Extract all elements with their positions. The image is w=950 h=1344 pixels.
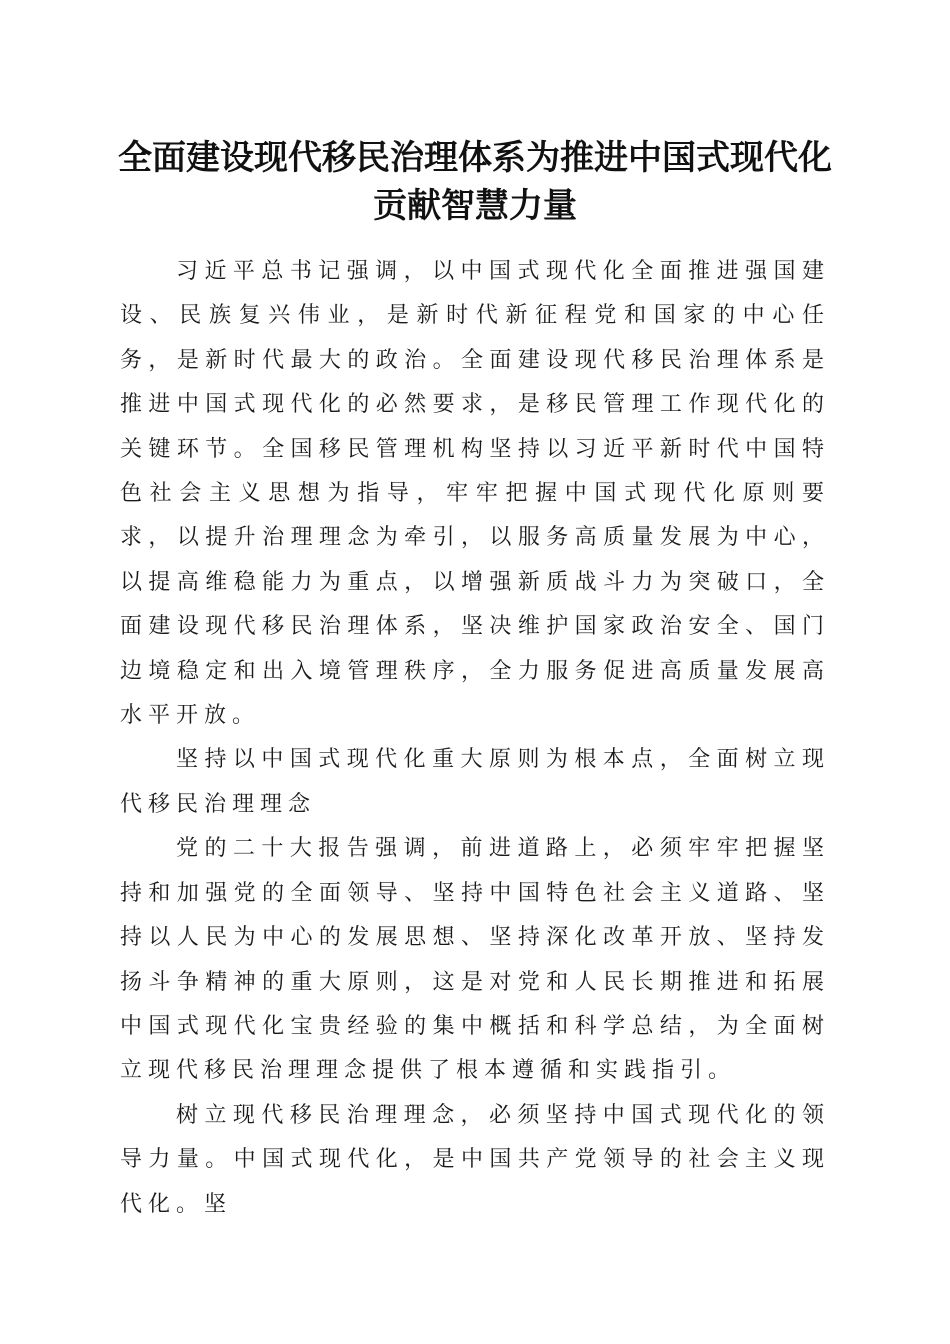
paragraph-concept: 树立现代移民治理理念，必须坚持中国式现代化的领导力量。中国式现代化，是中国共产党领导的社会主义现代化。坚 [120,1102,830,1217]
document-title: 全面建设现代移民治理体系为推进中国式现代化贡献智慧力量 [118,138,832,226]
document-body [120,250,830,1227]
paragraph-intro: 习近平总书记强调，以中国式现代化全面推进强国建设、民族复兴伟业，是新时代新征程党和国家的中心任务，是新时代最大的政治。全面建设现代移民治理体系是推进中国式现代化的必然要求，是移民管理工作现代化的关键环节。全国移民管理机构坚持以习近平新时代中国特色社会主义思想为指导，牢牢把握中国式现代化原则要求，以提升治理理念为牵引，以服务高质量发展为中心，以提高维稳能力为重点，以增强新质战斗力为突破口，全面建设现代移民治理体系，坚决维护国家政治安全、国门边境稳定和出入境管理秩序，全力服务促进高质量发展高水平开放。 [120,259,830,729]
section-heading: 坚持以中国式现代化重大原则为根本点，全面树立现代移民治理理念 [120,747,830,817]
paragraph-report: 党的二十大报告强调，前进道路上，必须牢牢把握坚持和加强党的全面领导、坚持中国特色社会主义道路、坚持以人民为中心的发展思想、坚持深化改革开放、坚持发扬斗争精神的重大原则，这是对党和人民长期推进和拓展中国式现代化宝贵经验的集中概括和科学总结，为全面树立现代移民治理理念提供了根本遵循和实践指引。 [120,836,830,1084]
